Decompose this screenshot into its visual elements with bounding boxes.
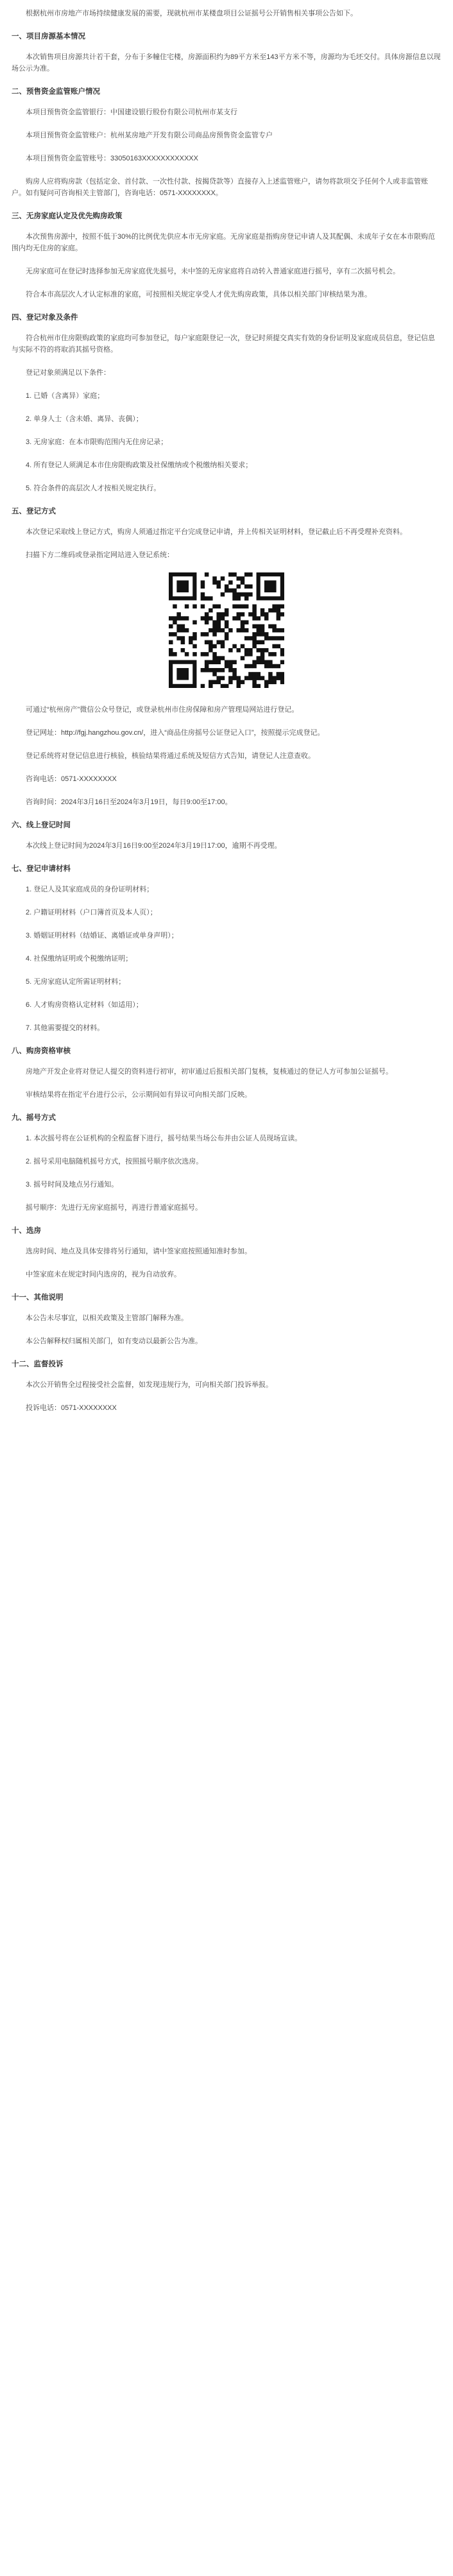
paragraph: 咨询时间：2024年3月16日至2024年3月19日，每日9:00至17:00。 xyxy=(26,798,232,806)
paragraph: 根据杭州市房地产市场持续健康发展的需要，现就杭州市某楼盘项目公证摇号公开销售相关事项公告如下。 xyxy=(26,10,357,17)
paragraph: 中签家庭未在规定时间内选房的，视为自动放弃。 xyxy=(26,1271,181,1278)
paragraph: 摇号顺序：先进行无房家庭摇号，再进行普通家庭摇号。 xyxy=(26,1204,202,1212)
paragraph: 可通过“杭州房产”微信公众号登记，或登录杭州市住房保障和房产管理局网站进行登记。 xyxy=(26,706,299,714)
paragraph: 咨询电话：0571-XXXXXXXX xyxy=(26,775,117,783)
qr-code-icon xyxy=(169,572,284,688)
paragraph: 房地产开发企业将对登记人提交的资料进行初审，初审通过后报相关部门复核，复核通过的登记人方可参加公证摇号。 xyxy=(26,1068,393,1076)
section-heading: 五、登记方式 xyxy=(12,508,56,515)
paragraph: 本公告解释权归属相关部门，如有变动以最新公告为准。 xyxy=(26,1337,202,1345)
paragraph: 6. 人才购房资格认定材料（如适用）； xyxy=(26,1001,143,1009)
paragraph: 符合本市高层次人才认定标准的家庭，可按照相关规定享受人才优先购房政策，具体以相关部门审核结果为准。 xyxy=(26,291,372,298)
paragraph: 审核结果将在指定平台进行公示，公示期间如有异议可向相关部门反映。 xyxy=(26,1091,252,1099)
paragraph: 2. 摇号采用电脑随机摇号方式，按照摇号顺序依次选房。 xyxy=(26,1158,203,1165)
paragraph: 投诉电话：0571-XXXXXXXX xyxy=(26,1404,117,1412)
paragraph: 本公告未尽事宜，以相关政策及主管部门解释为准。 xyxy=(26,1314,188,1322)
section-heading: 十一、其他说明 xyxy=(12,1294,64,1301)
paragraph: 本次线上登记时间为2024年3月16日9:00至2024年3月19日17:00，逾期不再受理。 xyxy=(26,842,282,850)
paragraph: 1. 已婚（含离异）家庭； xyxy=(26,392,105,400)
section-heading: 九、摇号方式 xyxy=(12,1114,56,1122)
section-heading: 七、登记申请材料 xyxy=(12,865,71,873)
paragraph: 无房家庭可在登记时选择参加无房家庭优先摇号，未中签的无房家庭将自动转入普通家庭进行摇号，享有二次摇号机会。 xyxy=(26,268,400,275)
paragraph: 本次登记采取线上登记方式，购房人须通过指定平台完成登记申请，并上传相关证明材料，登记截止后不再受理补充资料。 xyxy=(26,528,407,536)
paragraph: 登记对象须满足以下条件： xyxy=(26,369,110,377)
paragraph: 符合杭州市住房限购政策的家庭均可参加登记，每户家庭限登记一次，登记时须提交真实有效的身份证明及家庭成员信息，登记信息与实际不符的将取消其摇号资格。 xyxy=(12,334,435,354)
paragraph: 本次预售房源中，按照不低于30%的比例优先供应本市无房家庭。无房家庭是指购房登记申请人及其配偶、未成年子女在本市限购范围内均无住房的家庭。 xyxy=(12,233,436,252)
paragraph: 5. 无房家庭认定所需证明材料； xyxy=(26,978,126,986)
paragraph: 5. 符合条件的高层次人才按相关规定执行。 xyxy=(26,485,161,492)
paragraph: 2. 户籍证明材料（户口簿首页及本人页）； xyxy=(26,909,157,916)
section-heading: 二、预售资金监管账户情况 xyxy=(12,88,100,96)
paragraph: 本次销售项目房源共计若干套，分布于多幢住宅楼，房源面积约为89平方米至143平方米不等，房源均为毛坯交付。具体房源信息以现场公示为准。 xyxy=(12,53,441,73)
section-heading: 八、购房资格审核 xyxy=(12,1047,71,1055)
paragraph: 3. 摇号时间及地点另行通知。 xyxy=(26,1181,119,1189)
paragraph: 本项目预售资金监管账户：杭州某房地产开发有限公司商品房预售资金监管专户 xyxy=(26,132,273,139)
paragraph: 1. 本次摇号将在公证机构的全程监督下进行，摇号结果当场公布并由公证人员现场宣读。 xyxy=(26,1135,302,1142)
paragraph: 本次公开销售全过程接受社会监督，如发现违规行为，可向相关部门投诉举报。 xyxy=(26,1381,273,1389)
paragraph: 登记网址：http://fgj.hangzhou.gov.cn/，进入“商品住房摇号公证登记入口”，按照提示完成登记。 xyxy=(26,729,325,737)
section-heading: 十二、监督投诉 xyxy=(12,1361,64,1368)
qr-code xyxy=(12,572,441,691)
paragraph: 本项目预售资金监管银行：中国建设银行股份有限公司杭州市某支行 xyxy=(26,108,237,116)
paragraph: 选房时间、地点及具体安排将另行通知，请中签家庭按照通知准时参加。 xyxy=(26,1248,252,1255)
paragraph: 1. 登记人及其家庭成员的身份证明材料； xyxy=(26,886,154,893)
paragraph: 4. 社保缴纳证明或个税缴纳证明； xyxy=(26,955,133,963)
paragraph: 3. 无房家庭：在本市限购范围内无住房记录； xyxy=(26,438,168,446)
paragraph: 购房人应将购房款（包括定金、首付款、一次性付款、按揭贷款等）直接存入上述监管账户，请勿将款项交予任何个人或非监管账户。如有疑问可咨询相关主管部门，咨询电话：0571-XXXXXXXX。 xyxy=(12,178,428,197)
section-heading: 六、线上登记时间 xyxy=(12,821,71,829)
paragraph: 3. 婚姻证明材料（结婚证、离婚证或单身声明）； xyxy=(26,932,178,940)
paragraph: 4. 所有登记人须满足本市住房限购政策及社保缴纳或个税缴纳相关要求； xyxy=(26,461,253,469)
section-heading: 十、选房 xyxy=(12,1227,41,1235)
paragraph: 2. 单身人士（含未婚、离异、丧偶）； xyxy=(26,415,143,423)
paragraph: 7. 其他需要提交的材料。 xyxy=(26,1024,105,1032)
section-heading: 四、登记对象及条件 xyxy=(12,314,78,322)
paragraph: 登记系统将对登记信息进行核验，核验结果将通过系统及短信方式告知，请登记人注意查收。 xyxy=(26,752,315,760)
section-heading: 一、项目房源基本情况 xyxy=(12,33,85,40)
paragraph: 扫描下方二维码或登录指定网站进入登记系统： xyxy=(26,551,174,559)
section-heading: 三、无房家庭认定及优先购房政策 xyxy=(12,212,123,220)
paragraph: 本项目预售资金监管账号：33050163XXXXXXXXXXXX xyxy=(26,155,198,162)
